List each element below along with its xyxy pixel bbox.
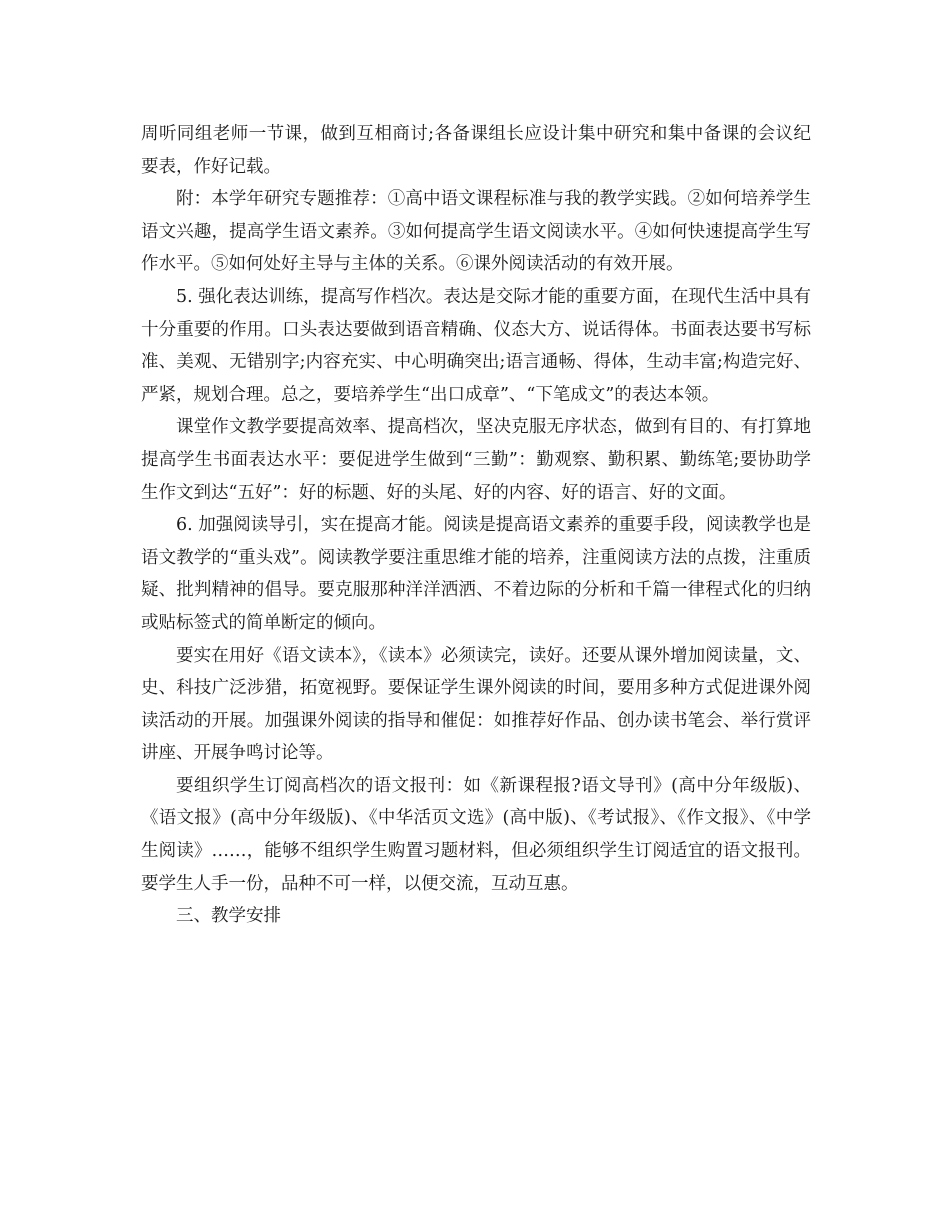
paragraph-composition-teaching: 课堂作文教学要提高效率、提高档次，坚决克服无序状态，做到有目的、有打算地提高学生书面表达水平：要促进学生做到“三勤”：勤观察、勤积累、勤练笔;要协助学生作文到达“五好”：好的标题、好的头尾、好的内容、好的语言、好的文面。 [141,417,811,503]
paragraph-reading-guidance: 6. 加强阅读导引，实在提高才能。阅读是提高语文素养的重要手段，阅读教学也是语文教学的“重头戏”。阅读教学要注重思维才能的培养，注重阅读方法的点拨，注重质疑、批判精神的倡导。要克服那种洋洋洒洒、不着边际的分析和千篇一律程式化的归纳或贴标签式的简单断定的倾向。 [141,515,811,633]
paragraph-research-topics: 附：本学年研究专题推荐：①高中语文课程标准与我的教学实践。②如何培养学生语文兴趣，提高学生语文素养。③如何提高学生语文阅读水平。④如何快速提高学生写作水平。⑤如何处好主导与主体的关系。⑥课外阅读活动的有效开展。 [141,189,811,275]
document-body [141,118,811,933]
paragraph-continuation: 周听同组老师一节课，做到互相商讨;各备课组长应设计集中研究和集中备课的会议纪要表，作好记载。 [141,124,811,177]
paragraph-writing-training: 5. 强化表达训练，提高写作档次。表达是交际才能的重要方面，在现代生活中具有十分重要的作用。口头表达要做到语音精确、仪态大方、说话得体。书面表达要书写标准、美观、无错别字;内容充实、中心明确突出;语言通畅、得体，生动丰富;构造完好、严紧，规划合理。总之，要培养学生“出口成章”、“下笔成文”的表达本领。 [141,286,811,405]
paragraph-newspaper-subscription: 要组织学生订阅高档次的语文报刊：如《新课程报?语文导刊》(高中分年级版)、《语文报》(高中分年级版)、《中华活页文选》(高中版)、《考试报》、《作文报》、《中学生阅读》……，能够不组织学生购置习题材料，但必须组织学生订阅适宜的语文报刊。要学生人手一份，品种不可一样，以便交流，互动互惠。 [141,775,811,894]
paragraph-reader-usage: 要实在用好《语文读本》，《读本》必须读完，读好。还要从课外增加阅读量，文、史、科技广泛涉猎，拓宽视野。要保证学生课外阅读的时间，要用多种方式促进课外阅读活动的开展。加强课外阅读的指导和催促：如推荐好作品、创办读书笔会、举行赏评讲座、开展争鸣讨论等。 [141,645,811,764]
section-heading-teaching-arrangement: 三、教学安排 [176,906,281,927]
